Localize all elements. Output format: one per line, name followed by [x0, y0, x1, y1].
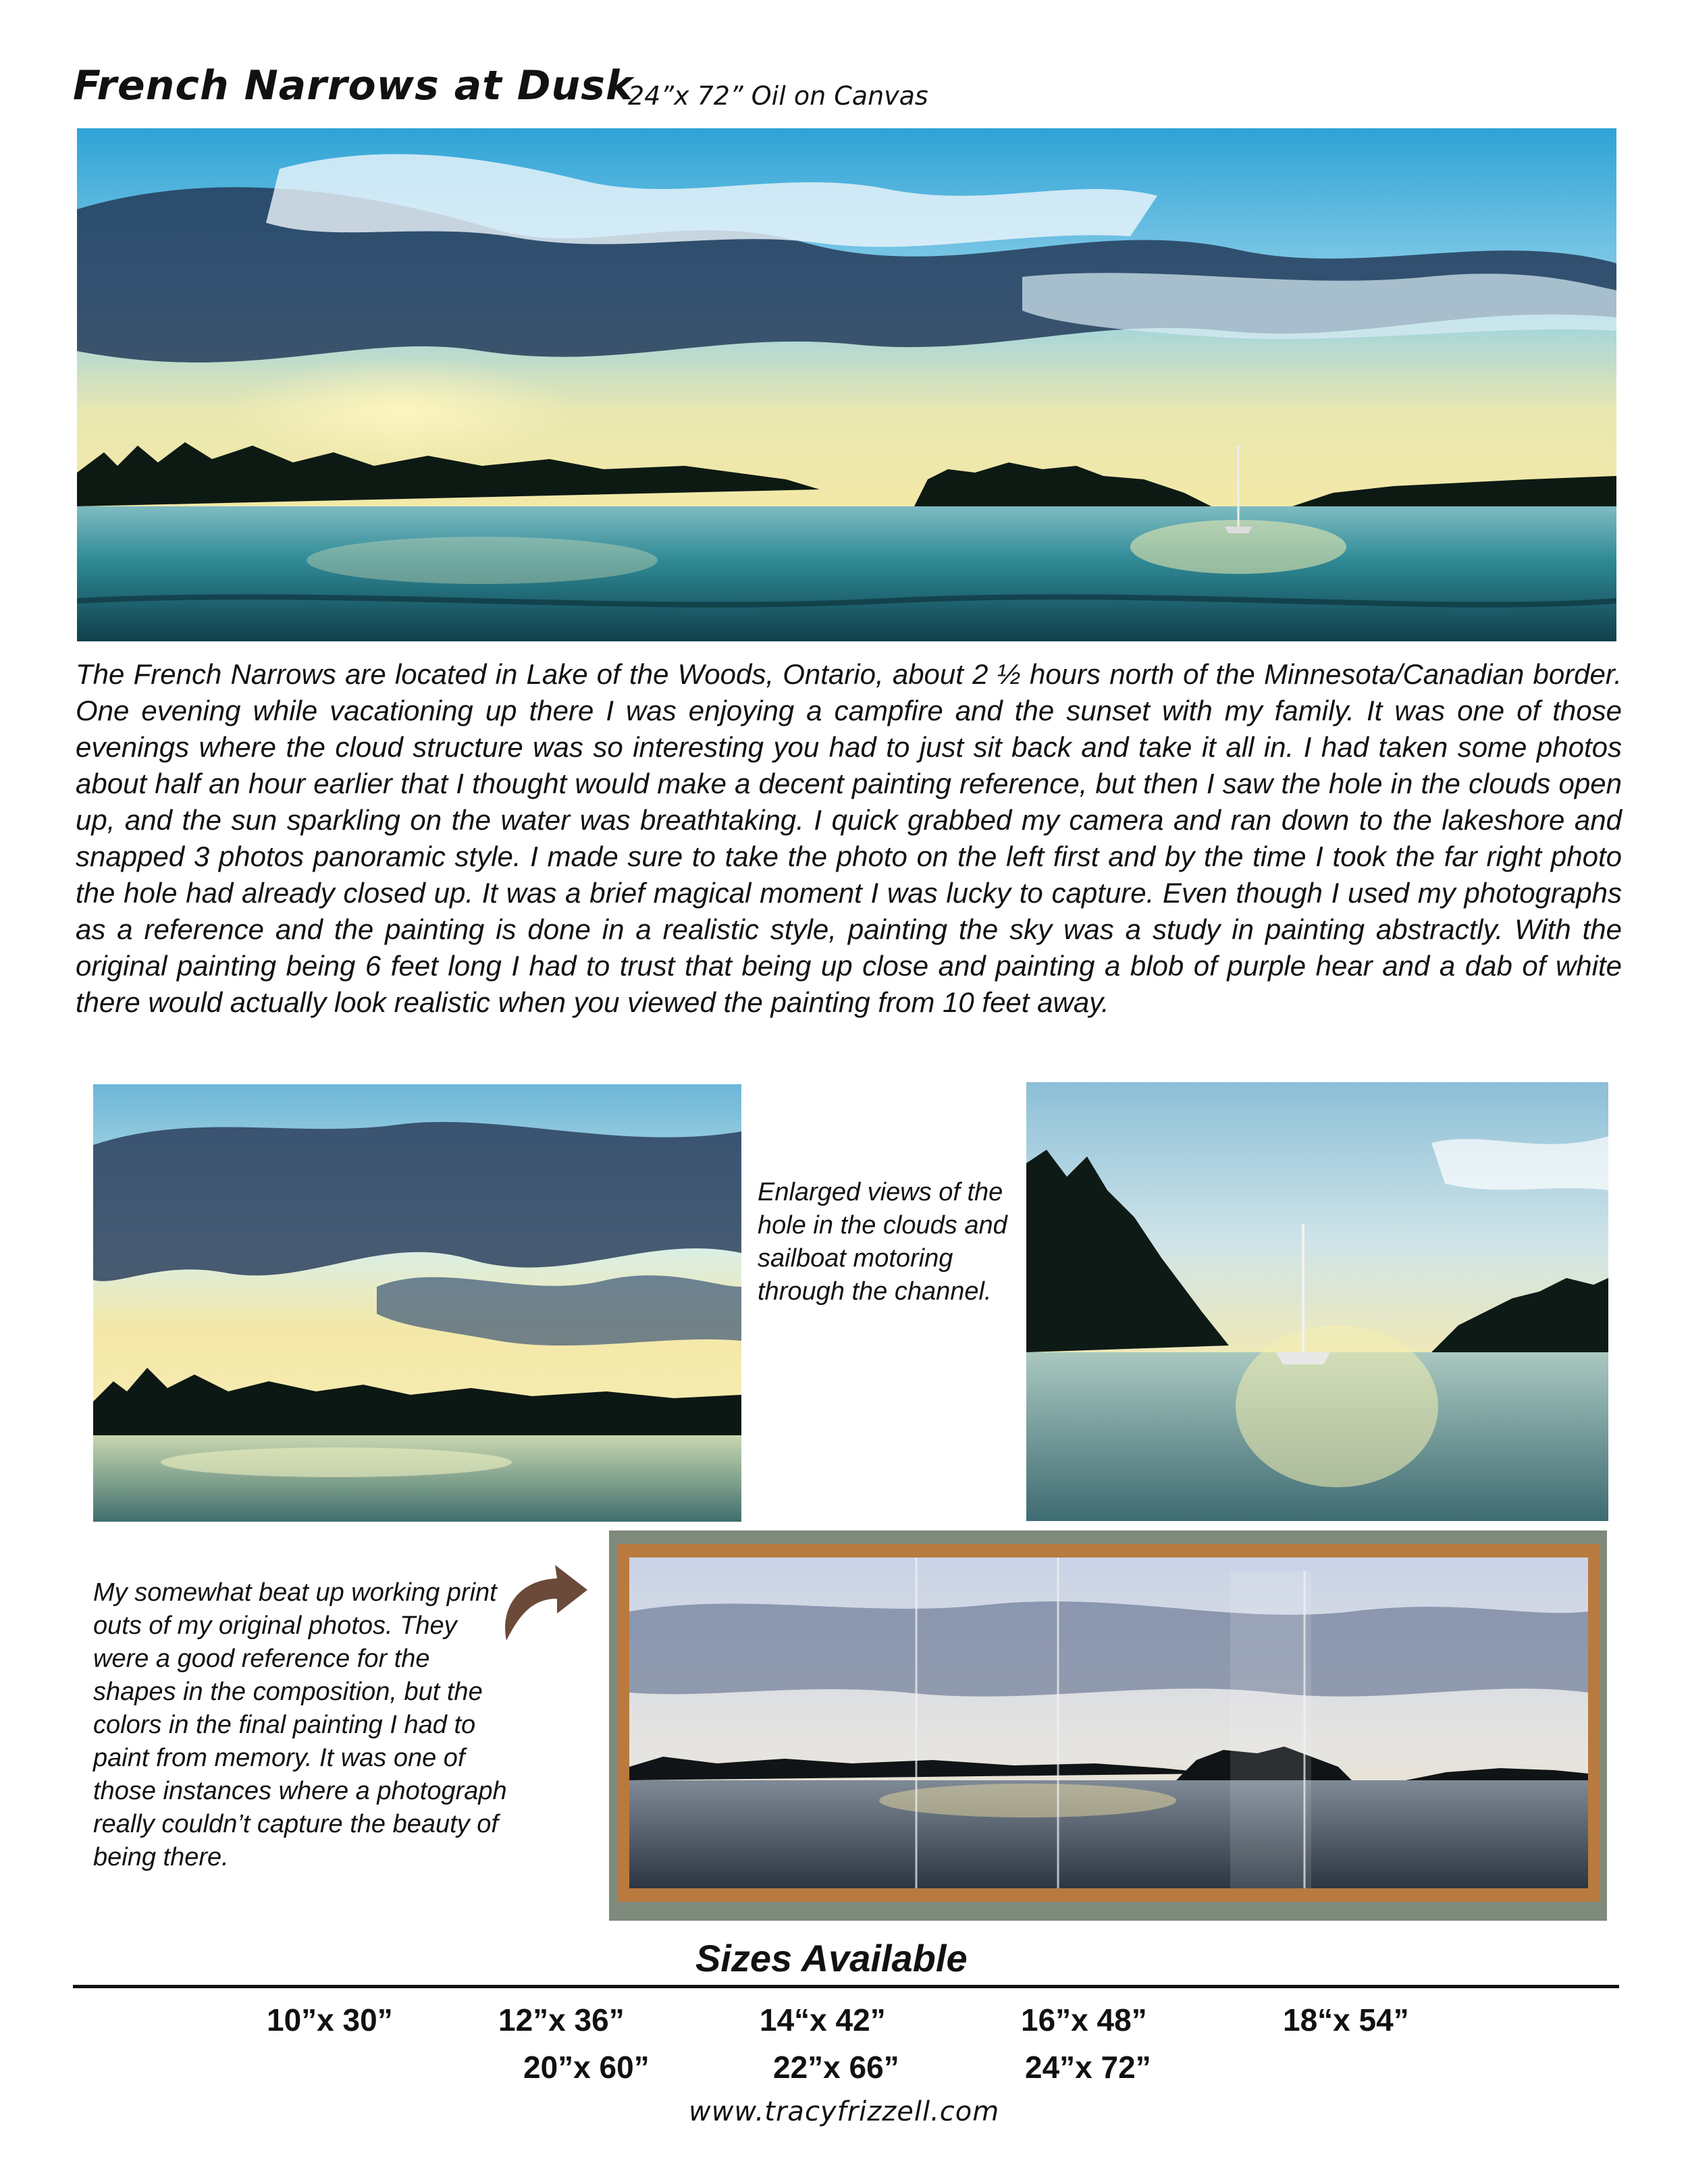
painting-description: The French Narrows are located in Lake of the Woods, Ontario, about 2 ½ hours north of the Minnesota/Canadian border. One evening while vacationing up there I was enjoying a campfire and the sunset with my family. It was one of those evenings where the cloud structure was so interesting you had to just sit back and take it all in. I had taken some photos about half an hour earlier that I thought would make a decent painting reference, but then I saw the hole in the clouds open up, and the sun sparkling on the water was breathtaking. I quick grabbed my camera and ran down to the lakeshore and snapped 3 photos panoramic style. I made sure to take the photo on the left first and by the time I took the far right photo the hole had already closed up. It was a brief magical moment I was lucky to capture. Even though I used my photographs as a reference and the painting is done in a realistic style, painting the sky was a study in painting abstractly. With the original painting being 6 feet long I had to trust that being up close and painting a blob of purple hear and a dab of white there would actually look realistic when you viewed the painting from 10 feet away.	[76, 658, 1622, 1018]
size-option: 20”x 60”	[523, 2050, 650, 2085]
website-link[interactable]: www.tracyfrizzell.com	[689, 2096, 1000, 2127]
main-painting	[77, 128, 1616, 641]
size-option: 18“x 54”	[1283, 2002, 1409, 2037]
size-option: 24”x 72”	[1025, 2050, 1151, 2085]
page-title: French Narrows at Dusk	[73, 62, 633, 109]
sizes-heading: Sizes Available	[695, 1937, 968, 1979]
enlarged-views-caption: Enlarged views of the hole in the clouds and sailboat motoring through the channel.	[758, 1178, 1007, 1306]
divider-line	[73, 1985, 1619, 1988]
size-option: 12”x 36”	[498, 2002, 625, 2037]
size-option: 10”x 30”	[267, 2002, 393, 2037]
size-option: 16”x 48”	[1021, 2002, 1147, 2037]
detail-clouds-image	[93, 1084, 741, 1522]
print-outs-caption: My somewhat beat up working print outs of my original photos. They were a good reference for the shapes in the composition, but the colors in the final painting I had to paint from memory. It was one of those instances where a photograph really couldn’t capture the beauty of being there.	[93, 1578, 507, 1871]
size-option: 14“x 42”	[760, 2002, 886, 2037]
detail-sailboat-image	[1026, 1082, 1608, 1521]
painting-dimensions: 24”x 72” Oil on Canvas	[628, 81, 928, 111]
size-option: 22”x 66”	[773, 2050, 899, 2085]
reference-prints-image	[609, 1530, 1607, 1921]
curved-arrow-icon	[493, 1560, 594, 1647]
